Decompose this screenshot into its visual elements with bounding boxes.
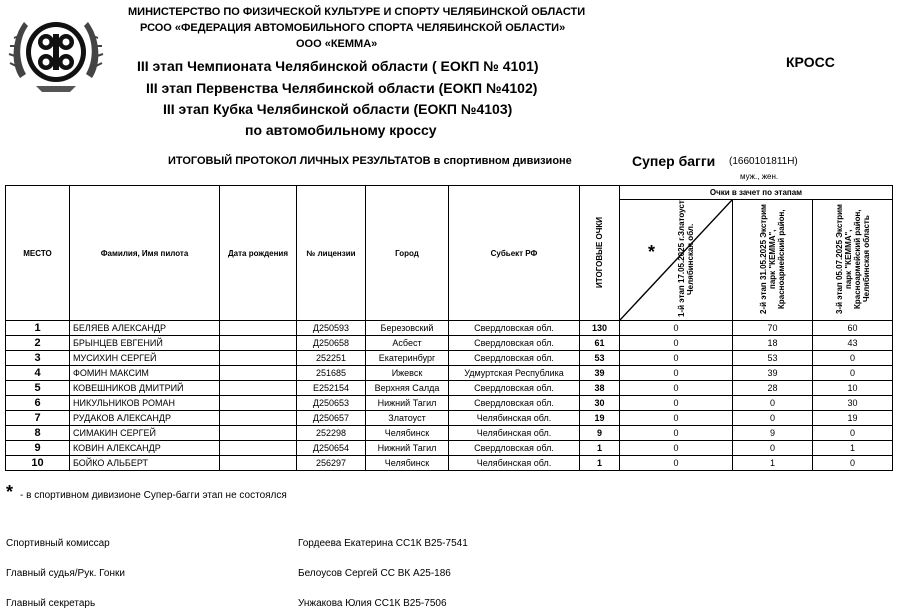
stage3-label: 3-й этап 05.07.2025 Экстрим парк "КЕММА", Красноармейский район, Челябинская область [834,204,871,314]
cell-name: КОВЕШНИКОВ ДМИТРИЙ [70,381,220,396]
cell-place: 2 [6,336,70,351]
cell-name: СИМАКИН СЕРГЕЙ [70,426,220,441]
cell-license: Д250654 [297,441,366,456]
cell-stage2: 28 [733,381,813,396]
cell-region: Челябинская обл. [449,426,580,441]
cell-birth [220,381,297,396]
cell-region: Челябинская обл. [449,411,580,426]
cell-region: Челябинская обл. [449,456,580,471]
cell-birth [220,396,297,411]
cell-name: КОВИН АЛЕКСАНДР [70,441,220,456]
cell-total: 19 [580,411,620,426]
cell-stage2: 9 [733,426,813,441]
cell-name: ФОМИН МАКСИМ [70,366,220,381]
cell-region: Свердловская обл. [449,396,580,411]
cell-license: Е252154 [297,381,366,396]
gender-label: муж., жен. [740,172,779,181]
footnote-text: - в спортивном дивизионе Супер-багги этап не состоялся [20,490,287,501]
col-stages: Очки в зачет по этапам [620,186,893,200]
cell-stage2: 0 [733,396,813,411]
cell-stage3: 1 [813,441,893,456]
discipline-label: КРОСС [786,54,835,70]
title-youth: III этап Первенства Челябинской области (ЕОКП №4102) [146,80,538,96]
col-place: МЕСТО [6,186,70,321]
cell-city: Нижний Тагил [366,441,449,456]
org-federation: РСОО «ФЕДЕРАЦИЯ АВТОМОБИЛЬНОГО СПОРТА ЧЕЛЯБИНСКОЙ ОБЛАСТИ» [140,22,566,34]
cell-stage3: 43 [813,336,893,351]
cell-stage1: 0 [620,321,733,336]
cell-region: Удмуртская Республика [449,366,580,381]
cell-stage1: 0 [620,456,733,471]
cell-stage1: 0 [620,366,733,381]
cell-city: Златоуст [366,411,449,426]
cell-total: 53 [580,351,620,366]
table-row [6,411,893,426]
cell-region: Свердловская обл. [449,321,580,336]
cell-region: Свердловская обл. [449,441,580,456]
cell-stage1: 0 [620,411,733,426]
cell-city: Асбест [366,336,449,351]
cell-name: МУСИХИН СЕРГЕЙ [70,351,220,366]
cell-license: Д250658 [297,336,366,351]
col-total: ИТОГОВЫЕ ОЧКИ [580,186,620,321]
cell-birth [220,411,297,426]
col-city: Город [366,186,449,321]
cell-total: 30 [580,396,620,411]
cell-license: 251685 [297,366,366,381]
cell-stage2: 1 [733,456,813,471]
cell-stage1: 0 [620,381,733,396]
col-stage2 [733,200,813,321]
title-sport: по автомобильному кроссу [245,122,437,138]
cell-total: 1 [580,441,620,456]
table-row [6,336,893,351]
cell-place: 4 [6,366,70,381]
official-name-secretary: Унжакова Юлия СС1К В25-7506 [298,598,447,609]
cell-stage2: 0 [733,411,813,426]
official-role-secretary: Главный секретарь [6,598,96,609]
cell-stage3: 19 [813,411,893,426]
cell-stage2: 53 [733,351,813,366]
col-license: № лицензии [297,186,366,321]
cell-place: 10 [6,456,70,471]
cell-birth [220,426,297,441]
cell-region: Свердловская обл. [449,351,580,366]
table-row [6,426,893,441]
cell-stage2: 70 [733,321,813,336]
cell-place: 7 [6,411,70,426]
table-row [6,321,893,336]
org-kemma: ООО «КЕММА» [296,38,378,50]
cell-birth [220,321,297,336]
cell-place: 9 [6,441,70,456]
cell-license: 252251 [297,351,366,366]
cell-total: 38 [580,381,620,396]
title-championship: III этап Чемпионата Челябинской области ( ЕОКП № 4101) [137,58,539,74]
cell-license: Д250657 [297,411,366,426]
table-row [6,396,893,411]
cell-region: Свердловская обл. [449,336,580,351]
cell-name: РУДАКОВ АЛЕКСАНДР [70,411,220,426]
cell-stage3: 10 [813,381,893,396]
official-name-chief-judge: Белоусов Сергей СС ВК А25-186 [298,568,451,579]
cell-city: Челябинск [366,456,449,471]
cell-birth [220,441,297,456]
cell-stage1: 0 [620,396,733,411]
protocol-title: ИТОГОВЫЙ ПРОТОКОЛ ЛИЧНЫХ РЕЗУЛЬТАТОВ в спортивном дивизионе [168,155,572,167]
table-row [6,366,893,381]
cell-stage1: 0 [620,351,733,366]
table-row [6,381,893,396]
cell-stage1: 0 [620,336,733,351]
cell-place: 8 [6,426,70,441]
cell-license: Д250653 [297,396,366,411]
title-cup: III этап Кубка Челябинской области (ЕОКП №4103) [163,101,513,117]
col-birth: Дата рождения [220,186,297,321]
stage1-label: 1-й этап 17.05.2025 г.Златоуст Челябинская обл. [677,200,695,318]
cell-license: 252298 [297,426,366,441]
col-region: Субьект РФ [449,186,580,321]
stage1-cancel-line [620,200,732,320]
org-ministry: МИНИСТЕРСТВО ПО ФИЗИЧЕСКОЙ КУЛЬТУРЕ И СПОРТУ ЧЕЛЯБИНСКОЙ ОБЛАСТИ [128,6,586,18]
division-name: Супер багги [632,153,716,169]
official-role-commissioner: Спортивный комиссар [6,538,110,549]
federation-logo [8,8,104,94]
cell-birth [220,351,297,366]
cell-city: Нижний Тагил [366,396,449,411]
cell-stage3: 0 [813,351,893,366]
cell-stage1: 0 [620,441,733,456]
results-table [5,185,893,471]
cell-birth [220,456,297,471]
cell-total: 39 [580,366,620,381]
cell-birth [220,366,297,381]
cell-name: БРЫНЦЕВ ЕВГЕНИЙ [70,336,220,351]
cell-birth [220,336,297,351]
cell-total: 61 [580,336,620,351]
cell-place: 3 [6,351,70,366]
col-name: Фамилия, Имя пилота [70,186,220,321]
cell-stage3: 0 [813,456,893,471]
cell-stage2: 39 [733,366,813,381]
cell-stage2: 18 [733,336,813,351]
stage2-label: 2-й этап 31.05.2025 Экстрим парк "КЕММА", Красноармейский район, [759,204,786,314]
cell-region: Свердловская обл. [449,381,580,396]
cell-name: БОЙКО АЛЬБЕРТ [70,456,220,471]
cell-total: 130 [580,321,620,336]
footnote-mark: * [6,482,14,502]
cell-place: 6 [6,396,70,411]
col-stage1 [620,200,733,321]
cell-license: 256297 [297,456,366,471]
cell-place: 5 [6,381,70,396]
cell-name: БЕЛЯЕВ АЛЕКСАНДР [70,321,220,336]
official-role-chief-judge: Главный судья/Рук. Гонки [6,568,125,579]
stage1-asterisk: * [648,242,656,262]
cell-city: Екатеринбург [366,351,449,366]
cell-stage3: 0 [813,426,893,441]
cell-stage2: 0 [733,441,813,456]
cell-stage1: 0 [620,426,733,441]
division-code: (1660101811Н) [729,156,798,167]
cell-stage3: 0 [813,366,893,381]
cell-license: Д250593 [297,321,366,336]
table-row [6,456,893,471]
cell-city: Челябинск [366,426,449,441]
cell-place: 1 [6,321,70,336]
cell-city: Березовский [366,321,449,336]
cell-total: 1 [580,456,620,471]
cell-stage3: 60 [813,321,893,336]
table-row [6,351,893,366]
official-name-commissioner: Гордеева Екатерина СС1К В25-7541 [298,538,468,549]
table-row [6,441,893,456]
cell-city: Верхняя Салда [366,381,449,396]
cell-name: НИКУЛЬНИКОВ РОМАН [70,396,220,411]
col-stage3 [813,200,893,321]
cell-stage3: 30 [813,396,893,411]
cell-city: Ижевск [366,366,449,381]
cell-total: 9 [580,426,620,441]
